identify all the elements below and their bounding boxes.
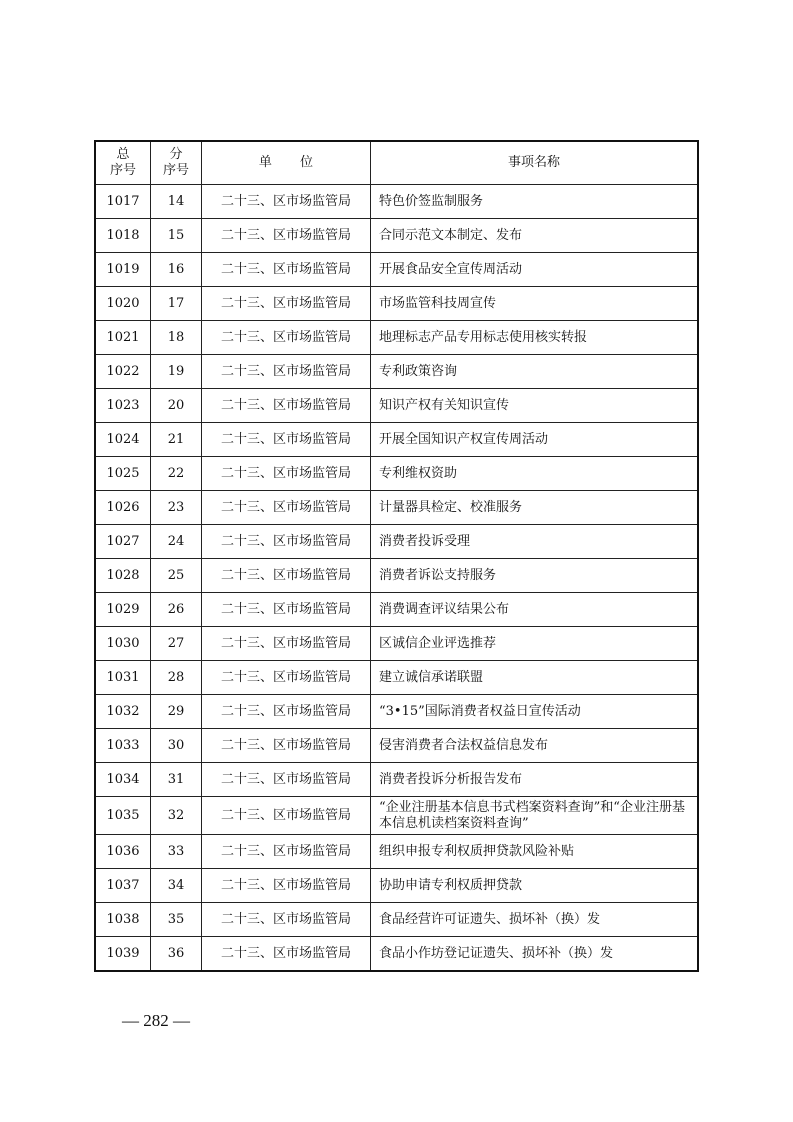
cell-item-name: 市场监管科技周宣传 — [371, 287, 699, 321]
header-total-number: 总 序号 — [95, 141, 151, 185]
cell-item-name: “3•15”国际消费者权益日宣传活动 — [371, 695, 699, 729]
cell-item-name: 计量器具检定、校准服务 — [371, 491, 699, 525]
cell-unit: 二十三、区市场监管局 — [202, 593, 371, 627]
cell-unit: 二十三、区市场监管局 — [202, 729, 371, 763]
cell-item-name: 消费者投诉受理 — [371, 525, 699, 559]
cell-total-number: 1018 — [95, 219, 151, 253]
cell-unit: 二十三、区市场监管局 — [202, 797, 371, 835]
table-row — [95, 525, 698, 559]
table-row — [95, 185, 698, 219]
cell-unit: 二十三、区市场监管局 — [202, 559, 371, 593]
cell-sub-number: 23 — [151, 491, 202, 525]
cell-total-number: 1037 — [95, 869, 151, 903]
table-row — [95, 661, 698, 695]
cell-total-number: 1021 — [95, 321, 151, 355]
cell-unit: 二十三、区市场监管局 — [202, 219, 371, 253]
service-items-table — [94, 140, 699, 972]
cell-unit: 二十三、区市场监管局 — [202, 355, 371, 389]
cell-unit: 二十三、区市场监管局 — [202, 627, 371, 661]
cell-total-number: 1029 — [95, 593, 151, 627]
cell-sub-number: 24 — [151, 525, 202, 559]
table-row — [95, 835, 698, 869]
table-row — [95, 219, 698, 253]
table-row — [95, 729, 698, 763]
cell-item-name: 食品小作坊登记证遗失、损坏补（换）发 — [371, 937, 699, 972]
page-number: — 282 — — [122, 1011, 190, 1030]
cell-item-name: 食品经营许可证遗失、损坏补（换）发 — [371, 903, 699, 937]
cell-total-number: 1027 — [95, 525, 151, 559]
cell-unit: 二十三、区市场监管局 — [202, 457, 371, 491]
cell-total-number: 1025 — [95, 457, 151, 491]
cell-total-number: 1038 — [95, 903, 151, 937]
cell-total-number: 1026 — [95, 491, 151, 525]
cell-item-name: 消费者投诉分析报告发布 — [371, 763, 699, 797]
header-sub-number: 分 序号 — [151, 141, 202, 185]
cell-item-name: 知识产权有关知识宣传 — [371, 389, 699, 423]
cell-sub-number: 35 — [151, 903, 202, 937]
cell-sub-number: 17 — [151, 287, 202, 321]
cell-sub-number: 22 — [151, 457, 202, 491]
cell-sub-number: 30 — [151, 729, 202, 763]
cell-item-name: 专利政策咨询 — [371, 355, 699, 389]
cell-unit: 二十三、区市场监管局 — [202, 253, 371, 287]
cell-total-number: 1032 — [95, 695, 151, 729]
cell-item-name: 专利维权资助 — [371, 457, 699, 491]
cell-total-number: 1019 — [95, 253, 151, 287]
cell-item-name: 协助申请专利权质押贷款 — [371, 869, 699, 903]
cell-unit: 二十三、区市场监管局 — [202, 869, 371, 903]
cell-unit: 二十三、区市场监管局 — [202, 763, 371, 797]
cell-item-name: “企业注册基本信息书式档案资料查询”和“企业注册基本信息机读档案资料查询” — [371, 797, 699, 835]
cell-item-name: 组织申报专利权质押贷款风险补贴 — [371, 835, 699, 869]
cell-unit: 二十三、区市场监管局 — [202, 287, 371, 321]
cell-item-name: 区诚信企业评选推荐 — [371, 627, 699, 661]
cell-total-number: 1035 — [95, 797, 151, 835]
cell-unit: 二十三、区市场监管局 — [202, 185, 371, 219]
cell-item-name: 开展食品安全宣传周活动 — [371, 253, 699, 287]
cell-sub-number: 29 — [151, 695, 202, 729]
cell-sub-number: 16 — [151, 253, 202, 287]
cell-total-number: 1020 — [95, 287, 151, 321]
cell-item-name: 消费调查评议结果公布 — [371, 593, 699, 627]
cell-total-number: 1030 — [95, 627, 151, 661]
cell-total-number: 1034 — [95, 763, 151, 797]
table-row — [95, 321, 698, 355]
cell-sub-number: 27 — [151, 627, 202, 661]
cell-total-number: 1024 — [95, 423, 151, 457]
cell-total-number: 1017 — [95, 185, 151, 219]
cell-sub-number: 21 — [151, 423, 202, 457]
cell-sub-number: 28 — [151, 661, 202, 695]
table-row — [95, 627, 698, 661]
cell-sub-number: 25 — [151, 559, 202, 593]
cell-sub-number: 15 — [151, 219, 202, 253]
cell-unit: 二十三、区市场监管局 — [202, 661, 371, 695]
cell-item-name: 消费者诉讼支持服务 — [371, 559, 699, 593]
table-row — [95, 903, 698, 937]
cell-item-name: 地理标志产品专用标志使用核实转报 — [371, 321, 699, 355]
cell-total-number: 1033 — [95, 729, 151, 763]
table-row — [95, 763, 698, 797]
cell-unit: 二十三、区市场监管局 — [202, 937, 371, 972]
cell-unit: 二十三、区市场监管局 — [202, 835, 371, 869]
table-header-row — [95, 141, 698, 185]
cell-sub-number: 33 — [151, 835, 202, 869]
cell-total-number: 1028 — [95, 559, 151, 593]
cell-item-name: 侵害消费者合法权益信息发布 — [371, 729, 699, 763]
table-row — [95, 559, 698, 593]
cell-unit: 二十三、区市场监管局 — [202, 321, 371, 355]
cell-total-number: 1023 — [95, 389, 151, 423]
header-unit: 单 位 — [202, 141, 371, 185]
cell-sub-number: 14 — [151, 185, 202, 219]
table-row — [95, 253, 698, 287]
cell-total-number: 1036 — [95, 835, 151, 869]
cell-sub-number: 20 — [151, 389, 202, 423]
table-row — [95, 389, 698, 423]
cell-sub-number: 19 — [151, 355, 202, 389]
table-row — [95, 355, 698, 389]
header-item-name: 事项名称 — [371, 141, 699, 185]
cell-item-name: 特色价签监制服务 — [371, 185, 699, 219]
cell-sub-number: 26 — [151, 593, 202, 627]
cell-unit: 二十三、区市场监管局 — [202, 903, 371, 937]
cell-item-name: 建立诚信承诺联盟 — [371, 661, 699, 695]
table-row — [95, 593, 698, 627]
cell-sub-number: 18 — [151, 321, 202, 355]
cell-total-number: 1039 — [95, 937, 151, 972]
table-row — [95, 491, 698, 525]
cell-sub-number: 34 — [151, 869, 202, 903]
cell-sub-number: 31 — [151, 763, 202, 797]
cell-sub-number: 36 — [151, 937, 202, 972]
table-row — [95, 287, 698, 321]
cell-total-number: 1031 — [95, 661, 151, 695]
cell-unit: 二十三、区市场监管局 — [202, 525, 371, 559]
table-row — [95, 423, 698, 457]
cell-unit: 二十三、区市场监管局 — [202, 389, 371, 423]
cell-total-number: 1022 — [95, 355, 151, 389]
cell-unit: 二十三、区市场监管局 — [202, 695, 371, 729]
cell-item-name: 合同示范文本制定、发布 — [371, 219, 699, 253]
table-row — [95, 457, 698, 491]
cell-unit: 二十三、区市场监管局 — [202, 491, 371, 525]
table-row — [95, 869, 698, 903]
cell-item-name: 开展全国知识产权宣传周活动 — [371, 423, 699, 457]
table-row — [95, 937, 698, 972]
table-row — [95, 695, 698, 729]
cell-unit: 二十三、区市场监管局 — [202, 423, 371, 457]
cell-sub-number: 32 — [151, 797, 202, 835]
table-row — [95, 797, 698, 835]
